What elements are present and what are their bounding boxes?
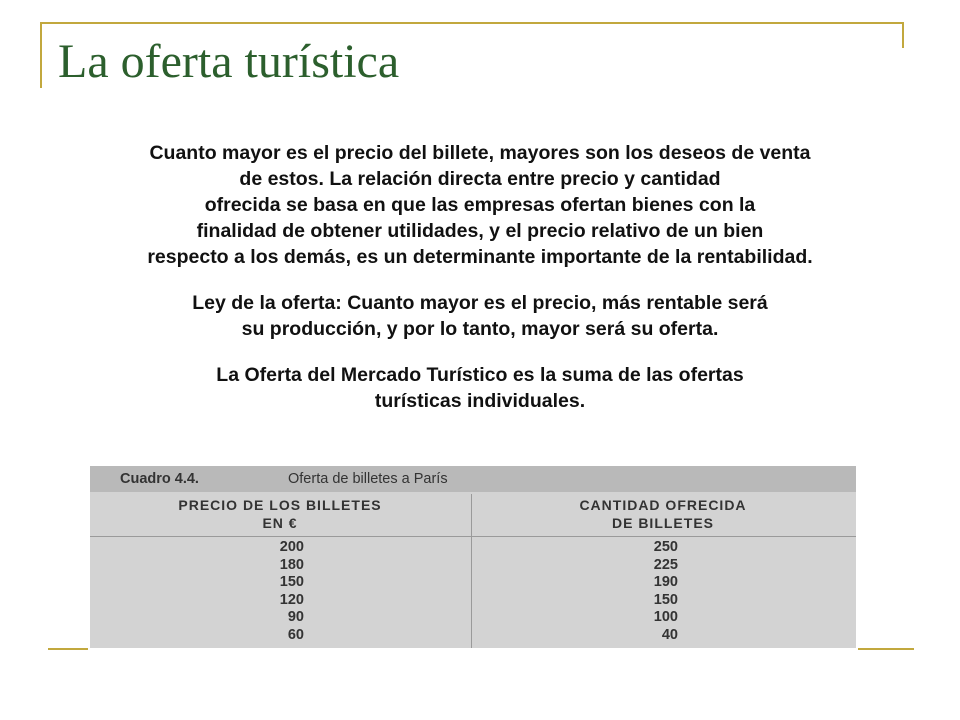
frame-left-rule <box>40 22 42 88</box>
price-column <box>280 539 304 645</box>
slide-body <box>60 140 900 434</box>
header-divider <box>90 536 856 537</box>
quantity-column <box>654 539 678 645</box>
column-divider <box>471 494 472 648</box>
price-cell: 120 <box>279 591 304 608</box>
price-cell: 180 <box>279 556 304 573</box>
frame-right-rule <box>902 22 904 48</box>
paragraph-market-supply: La Oferta del Mercado Turístico es la suma de las ofertas turísticas individuales. <box>216 364 744 412</box>
slide-title: La oferta turística <box>58 35 400 88</box>
quantity-cell: 190 <box>653 574 678 591</box>
bottom-left-rule <box>48 648 88 650</box>
quantity-cell: 40 <box>661 626 678 643</box>
column-header-price: PRECIO DE LOS BILLETES EN € <box>178 497 382 531</box>
price-cell: 60 <box>287 626 304 643</box>
quantity-cell: 250 <box>653 539 678 555</box>
bottom-right-rule <box>858 648 914 650</box>
paragraph-supply-law: Ley de la oferta: Cuanto mayor es el precio, más rentable será su producción, y por lo tanto, mayor será su oferta. <box>192 292 768 340</box>
table-caption-title: Oferta de billetes a París <box>288 471 448 487</box>
price-cell: 90 <box>287 609 304 626</box>
table-caption-number: Cuadro 4.4. <box>120 471 199 487</box>
price-cell: 150 <box>279 574 304 591</box>
frame-top-rule <box>40 22 904 24</box>
paragraph-price-relation: Cuanto mayor es el precio del billete, mayores son los deseos de venta de estos. La relación directa entre precio y cantidad ofrecida se basa en que las empresas ofertan bienes con la finalidad de obtener utilidades, y el precio relativo de un bien respecto a los demás, es un determinante importante de la rentabilidad. <box>147 142 813 268</box>
table-caption <box>90 466 856 492</box>
quantity-cell: 100 <box>653 609 678 626</box>
supply-table-image <box>90 466 856 648</box>
quantity-cell: 225 <box>653 556 678 573</box>
price-cell: 200 <box>279 539 304 555</box>
quantity-cell: 150 <box>653 591 678 608</box>
column-header-quantity: CANTIDAD OFRECIDA DE BILLETES <box>579 497 747 531</box>
